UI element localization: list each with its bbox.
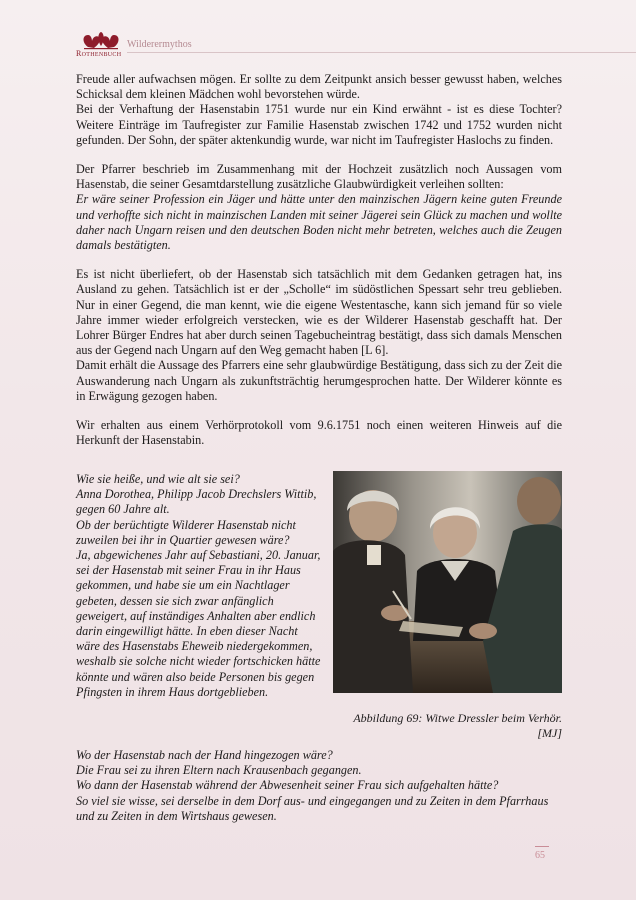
quote-paragraph: Er wäre seiner Profession ein Jäger und hätte unter den mainzischen Jägern keine guten Freunde und verhoffte sich nicht in mainzischen Landen mit seiner Jägerei sein Glück zu machen und wollte daher nach Ungarn reisen und den deutschen Boden nicht mehr betreten, welches auch die Zeugen damals bestätigten. bbox=[76, 192, 562, 253]
header-divider bbox=[127, 52, 636, 53]
paragraph: Es ist nicht überliefert, ob der Hasenstab sich tatsächlich mit dem Gedanken getragen hat, ins Ausland zu gehen. Tatsächlich ist er der „Scholle“ im südöstlichen Spessart sehr treu geblieben. Nur in einer Gegend, die man kennt, wie die eigene Westentasche, kann sich jemand für so viele Jahre immer wieder erfolgreich verstecken, wie es der Wilderer Hasenstab geschafft hat. Der Lohrer Bürger Endres hat aber durch seinen Tagebucheintrag bestätigt, dass sich damals Menschen aus der Gegend nach Ungarn auf den Weg gemacht haben [L 6]. bbox=[76, 267, 562, 358]
interview-section bbox=[76, 470, 562, 740]
interrogation-scene-image bbox=[333, 471, 562, 693]
paragraph: Freude aller aufwachsen mögen. Er sollte zu dem Zeitpunkt ansich besser gewusst haben, welches Schicksal dem kleinen Mädchen wohl bevorstehen würde. bbox=[76, 72, 562, 102]
interview-line: Die Frau sei zu ihren Eltern nach Krausenbach gegangen. bbox=[76, 763, 362, 778]
main-text bbox=[76, 72, 562, 448]
interview-line: Wie sie heiße, und wie alt sie sei? bbox=[76, 472, 240, 486]
figure-image bbox=[333, 471, 562, 693]
interview-line: Wo der Hasenstab nach der Hand hingezogen wäre? bbox=[76, 748, 333, 762]
interview-line: So viel sie wisse, sei derselbe in dem Dorf aus- und eingegangen und zu Zeiten in dem Pfarrhaus und zu Zeiten in dem Wirtshaus gewesen. bbox=[76, 793, 549, 823]
interview-line: Ob der berüchtigte Wilderer Hasenstab nicht zuweilen bei ihr in Quartier gewesen wäre? bbox=[76, 517, 296, 547]
paragraph: Wir erhalten aus einem Verhörprotokoll vom 9.6.1751 noch einen weiteren Hinweis auf die Herkunft der Hasenstabin. bbox=[76, 418, 562, 448]
brand-name: Rothenbuch bbox=[76, 49, 122, 58]
interview-line: Wo dann der Hasenstab während der Abwesenheit seiner Frau sich aufgehalten hätte? bbox=[76, 778, 499, 793]
page-header bbox=[0, 0, 636, 62]
page-number: 65 bbox=[535, 850, 545, 861]
interview-continued bbox=[76, 748, 562, 824]
paragraph: Damit erhält die Aussage des Pfarrers eine sehr glaubwürdige Bestätigung, dass sich zu der Zeit die Auswanderung nach Ungarn als zukunftsträchtig herumgesprochen hatte. Der Wilderer könnte es in Erwägung gezogen haben. bbox=[76, 358, 562, 403]
section-title: Wilderermythos bbox=[127, 39, 192, 50]
interview-line: Anna Dorothea, Philipp Jacob Drechslers Wittib, gegen 60 Jahre alt. bbox=[76, 487, 317, 517]
paragraph: Bei der Verhaftung der Hasenstabin 1751 wurde nur ein Kind erwähnt - ist es diese Tochter? Weitere Einträge im Taufregister zur Familie Hasenstab zwischen 1742 und 1752 wurden nicht gefunden. Der Sohn, der später aktenkundig wurde, war nicht im Taufregister Haslochs zu finden. bbox=[76, 102, 562, 147]
figure-caption: Abbildung 69: Witwe Dressler beim Verhör. [MJ] bbox=[353, 711, 562, 740]
page-number-rule bbox=[535, 846, 549, 847]
paragraph: Der Pfarrer beschrieb im Zusammenhang mit der Hochzeit zusätzlich noch Aussagen vom Hasenstab, die seiner Gesamtdarstellung zusätzliche Glaubwürdigkeit verleihen sollten: bbox=[76, 162, 562, 192]
interview-text bbox=[76, 472, 321, 700]
interview-line: Ja, abgewichenes Jahr auf Sebastiani, 20. Januar, sei der Hasenstab mit seiner Frau in ihr Haus gekommen, und habe sie um ein Nachtlager gebeten, dessen sie sich zwar anfänglich geweigert, auf inständiges Anhalten aber endlich darin eingewilligt hätte. In eben dieser Nacht wäre des Hasenstabs Eheweib niedergekommen, weshalb sie solche nicht wieder fortschicken hätte könnte und wären also beide Personen bis gegen Pfingsten in ihrem Haus dortgeblieben. bbox=[76, 548, 321, 699]
